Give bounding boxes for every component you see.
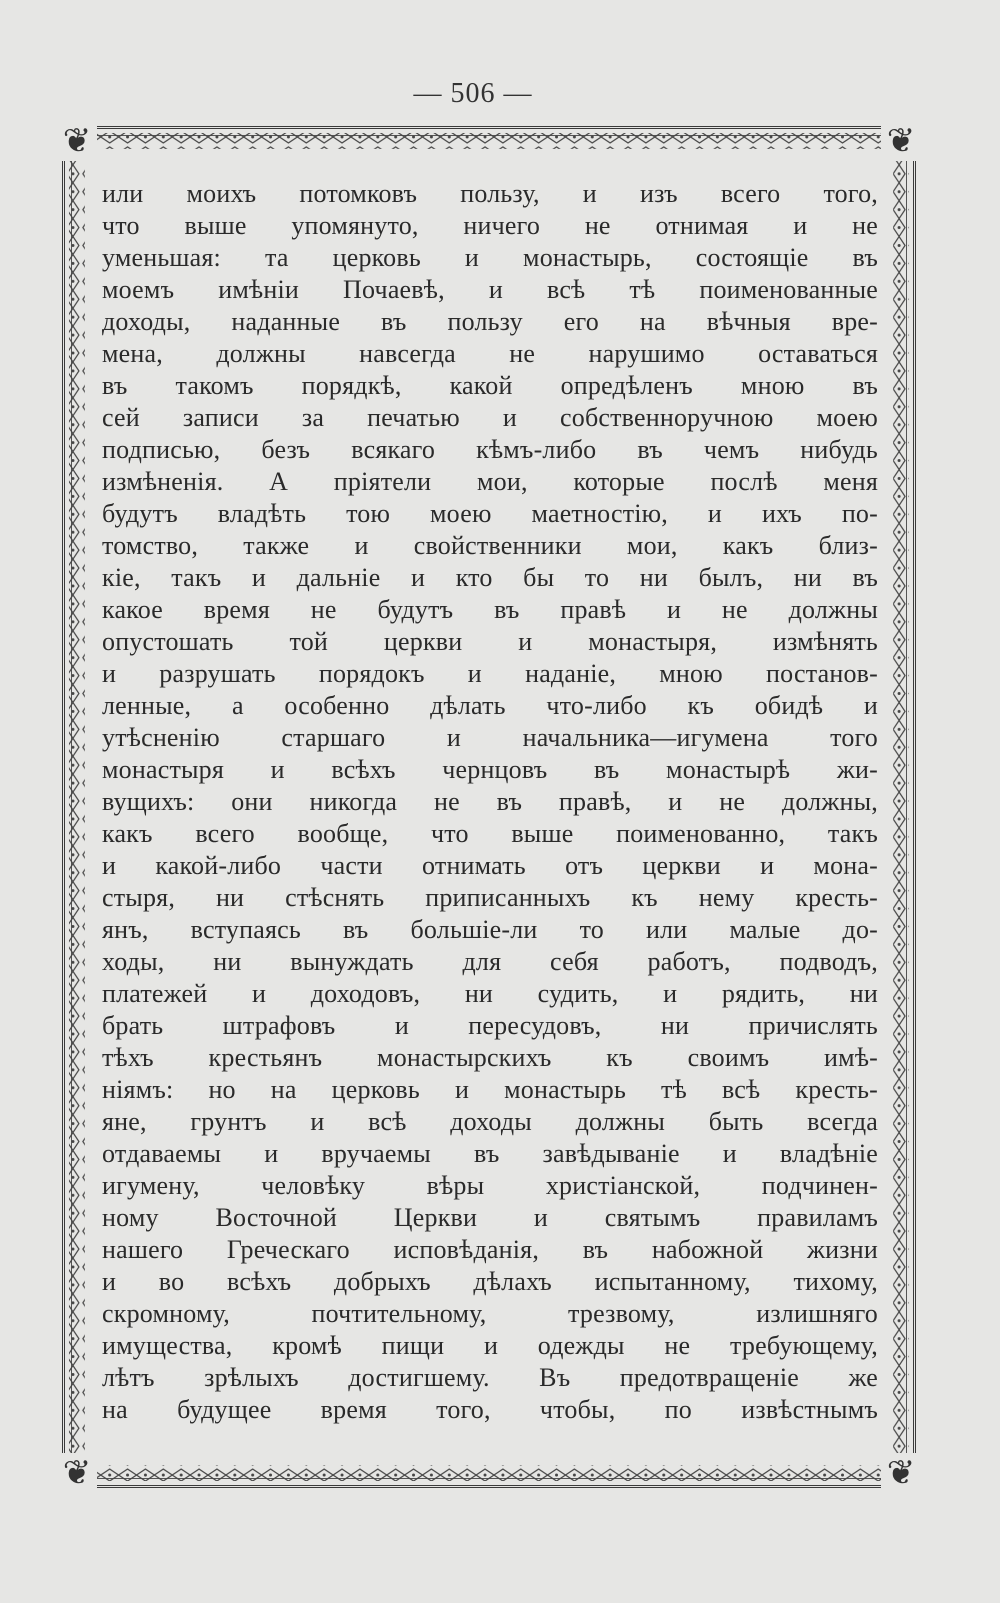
corner-ornament-icon: ❦	[57, 1453, 97, 1493]
text-line: будутъ владѣть тою моею маетностію, и ихъ по-	[102, 499, 878, 528]
text-line: доходы, наданные въ пользу его на вѣчныя вре-	[102, 307, 878, 336]
corner-ornament-icon: ❦	[881, 121, 921, 161]
text-line: въ такомъ порядкѣ, какой опредѣленъ мною въ	[102, 371, 878, 400]
text-line: и какой-либо части отнимать отъ церкви и мона-	[102, 851, 878, 880]
text-line: игумену, человѣку вѣры христіанской, подчинен-	[102, 1171, 878, 1200]
page-number: — 506 —	[413, 78, 533, 109]
text-line: вущихъ: они никогда не въ правѣ, и не должны,	[102, 787, 878, 816]
text-line: ходы, ни вынуждать для себя работъ, подводъ,	[102, 947, 878, 976]
text-line: лѣтъ зрѣлыхъ достигшему. Въ предотвращеніе же	[102, 1363, 878, 1392]
text-line: или моихъ потомковъ пользу, и изъ всего того,	[102, 179, 878, 208]
text-line: опустошать той церкви и монастыря, измѣнять	[102, 627, 878, 656]
text-line: какъ всего вообще, что выше поименованно, такъ	[102, 819, 878, 848]
text-line: уменьшая: та церковь и монастырь, состоящіе въ	[102, 243, 878, 272]
text-line: тѣхъ крестьянъ монастырскихъ къ своимъ имѣ-	[102, 1043, 878, 1072]
text-line: ному Восточной Церкви и святымъ правиламъ	[102, 1203, 878, 1232]
text-line: утѣсненію старшаго и начальника—игумена того	[102, 723, 878, 752]
text-line: какое время не будутъ въ правѣ и не должны	[102, 595, 878, 624]
text-line: брать штрафовъ и пересудовъ, ни причислять	[102, 1011, 878, 1040]
text-line: и разрушать порядокъ и наданіе, мною постанов-	[102, 659, 878, 688]
text-line: кіе, такъ и дальніе и кто бы то ни былъ, ни въ	[102, 563, 878, 592]
text-line: янъ, вступаясь въ большіе-ли то или малые до-	[102, 915, 878, 944]
corner-ornament-icon: ❦	[881, 1453, 921, 1493]
text-line: мена, должны навсегда не нарушимо оставаться	[102, 339, 878, 368]
text-line: что выше упомянуто, ничего не отнимая и не	[102, 211, 878, 240]
text-line: платежей и доходовъ, ни судить, и рядить, ни	[102, 979, 878, 1008]
text-line: моемъ имѣніи Почаевѣ, и всѣ тѣ поименованные	[102, 275, 878, 304]
body-text	[102, 178, 878, 1426]
text-line: на будущее время того, чтобы, по извѣстнымъ	[102, 1395, 878, 1424]
text-line: ленные, а особенно дѣлать что-либо къ обидѣ и	[102, 691, 878, 720]
text-line: измѣненія. А пріятели мои, которые послѣ меня	[102, 467, 878, 496]
text-line: нашего Греческаго исповѣданія, въ набожной жизни	[102, 1235, 878, 1264]
text-line: и во всѣхъ добрыхъ дѣлахъ испытанному, тихому,	[102, 1267, 878, 1296]
text-line: монастыря и всѣхъ чернцовъ въ монастырѣ жи-	[102, 755, 878, 784]
text-line: стыря, ни стѣснять приписанныхъ къ нему кресть-	[102, 883, 878, 912]
text-line: томство, также и свойственники мои, какъ близ-	[102, 531, 878, 560]
text-line: ніямъ: но на церковь и монастырь тѣ всѣ кресть-	[102, 1075, 878, 1104]
text-line: скромному, почтительному, трезвому, излишняго	[102, 1299, 878, 1328]
text-line: отдаваемы и вручаемы въ завѣдываніе и владѣніе	[102, 1139, 878, 1168]
text-line: подписью, безъ всякаго кѣмъ-либо въ чемъ нибудь	[102, 435, 878, 464]
text-line: сей записи за печатью и собственноручною моею	[102, 403, 878, 432]
corner-ornament-icon: ❦	[57, 121, 97, 161]
text-line: яне, грунтъ и всѣ доходы должны быть всегда	[102, 1107, 878, 1136]
text-line: имущества, кромѣ пищи и одежды не требующему,	[102, 1331, 878, 1360]
